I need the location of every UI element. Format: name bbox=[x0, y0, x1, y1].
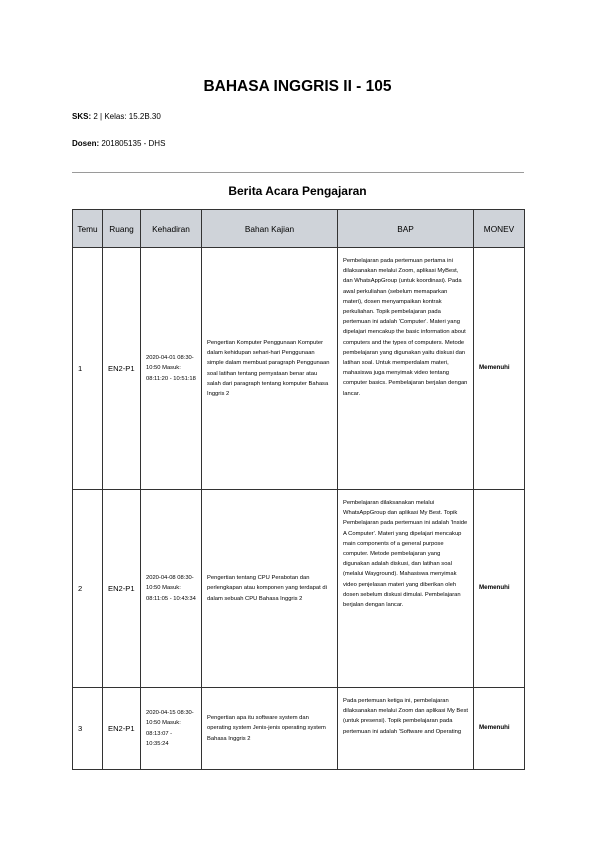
dosen-value: 201805135 - DHS bbox=[101, 139, 166, 148]
dosen-line bbox=[72, 139, 165, 148]
kehadiran-cell: 2020-04-15 08:30-10:50 Masuk: 08:13:07 - 10:35:24 bbox=[141, 688, 202, 770]
bap-cell: Pembelajaran dilaksanakan melalui WhatsAppGroup dan aplikasi My Best. Topik Pembelajaran pada pertemuan ini adalah 'Inside A Computer'. Materi yang dipelajari mencakup main components of a general purpose computer. Metode pembelajaran yang digunakan adalah diskusi, dan latihan soal (melalui Wayground). Mahasiswa menyimak video penjelasan materi yang diberikan oleh dosen sebelum diskusi dimulai. Pembelajaran berjalan dengan lancar. bbox=[338, 490, 474, 688]
header-temu: Temu bbox=[73, 210, 103, 248]
table-row bbox=[73, 688, 525, 770]
temu-cell: 1 bbox=[73, 248, 103, 490]
ruang-cell: EN2-P1 bbox=[103, 688, 141, 770]
sks-value: 2 | Kelas: 15.2B.30 bbox=[93, 112, 161, 121]
divider bbox=[72, 172, 524, 173]
dosen-label: Dosen: bbox=[72, 139, 100, 148]
bap-cell: Pembelajaran pada pertemuan pertama ini dilaksanakan melalui Zoom, aplikasi MyBest, dan WhatsAppGroup (untuk koordinasi). Pada awal perkuliahan (sebelum memaparkan materi), dosen menyampaikan kontrak perkuliahan. Topik pembelajaran pada pertemuan ini adalah 'Computer'. Materi yang dipelajari mencakup the basic information about computers and the types of computers. Metode pembelajaran yang digunakan yaitu diskusi dan latihan soal. Untuk memperdalam materi, mahasiswa juga menyimak video tentang computer basics. Pembelajaran berjalan dengan lancar. bbox=[338, 248, 474, 490]
bahan-kajian-cell: Pengertian apa itu software system dan operating system Jenis-jenis operating system Bahasa Inggris 2 bbox=[202, 688, 338, 770]
temu-cell: 2 bbox=[73, 490, 103, 688]
kehadiran-cell: 2020-04-01 08:30-10:50 Masuk: 08:11:20 - 10:51:18 bbox=[141, 248, 202, 490]
bahan-kajian-cell: Pengertian Komputer Penggunaan Komputer dalam kehidupan sehari-hari Penggunaan simple dalam membuat paragraph Penggunaan soal latihan tentang pernyataan benar atau salah dari paragraph tentang komputer Bahasa Inggris 2 bbox=[202, 248, 338, 490]
monev-cell: Memenuhi bbox=[474, 248, 525, 490]
header-kehadiran: Kehadiran bbox=[141, 210, 202, 248]
monev-cell: Memenuhi bbox=[474, 490, 525, 688]
monev-cell: Memenuhi bbox=[474, 688, 525, 770]
section-title: Berita Acara Pengajaran bbox=[228, 184, 367, 198]
ruang-cell: EN2-P1 bbox=[103, 248, 141, 490]
ruang-cell: EN2-P1 bbox=[103, 490, 141, 688]
bahan-kajian-cell: Pengertian tentang CPU Perabotan dan perlengkapan atau komponen yang terdapat di dalam sebuah CPU Bahasa Inggris 2 bbox=[202, 490, 338, 688]
kehadiran-cell: 2020-04-08 08:30-10:50 Masuk: 08:11:05 - 10:43:34 bbox=[141, 490, 202, 688]
table-row bbox=[73, 248, 525, 490]
header-monev: MONEV bbox=[474, 210, 525, 248]
temu-cell: 3 bbox=[73, 688, 103, 770]
header-ruang: Ruang bbox=[103, 210, 141, 248]
table-header-row bbox=[73, 210, 525, 248]
header-bahan-kajian: Bahan Kajian bbox=[202, 210, 338, 248]
table-row bbox=[73, 490, 525, 688]
sks-label: SKS: bbox=[72, 112, 92, 121]
bap-table bbox=[72, 209, 525, 770]
header-bap: BAP bbox=[338, 210, 474, 248]
sks-line bbox=[72, 112, 161, 121]
bap-cell: Pada pertemuan ketiga ini, pembelajaran dilaksanakan melalui Zoom dan aplikasi My Best (untuk presensi). Topik pembelajaran pada pertemuan ini adalah 'Software and Operating bbox=[338, 688, 474, 770]
course-title: BAHASA INGGRIS II - 105 bbox=[203, 78, 392, 95]
